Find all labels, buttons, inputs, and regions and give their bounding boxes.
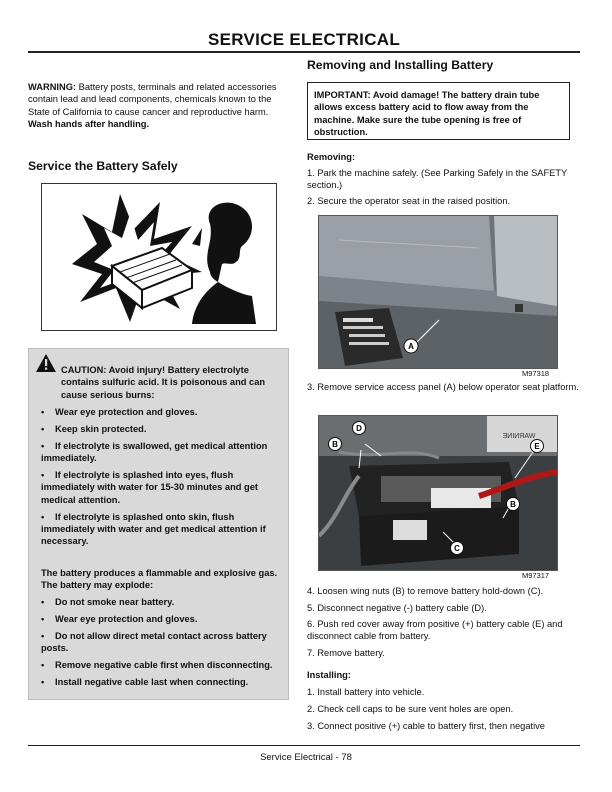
svg-text:ƎИIИЯAW: ƎИIИЯAW (502, 433, 536, 440)
photo2-label-b-left: B (332, 440, 338, 449)
caution-item-3: • If electrolyte is swallowed, get medical attention immediately. (41, 440, 268, 463)
removing-step-5: 5. Disconnect negative (-) battery cable (D). (307, 603, 487, 613)
caution-box (28, 348, 289, 700)
removing-step-7: 7. Remove battery. (307, 648, 385, 658)
battery-explosion-icon (42, 184, 276, 330)
removing-step-1: 1. Park the machine safely. (See Parking Safely in the SAFETY section.) (307, 168, 568, 191)
gas-list (35, 596, 285, 688)
battery-explosion-illustration (41, 183, 277, 331)
gas-item-3: • Do not allow direct metal contact across battery posts. (41, 630, 267, 654)
caution-item-2: • Keep skin protected. (41, 423, 147, 434)
warning-text: Battery posts, terminals and related accessories contain lead and lead components, chemicals known to the State of California to cause cancer and reproductive harm. (28, 82, 277, 117)
caution-item-1: • Wear eye protection and gloves. (41, 406, 198, 417)
warning-bold-text: Wash hands after handling. (28, 119, 150, 130)
photo2-label-e: E (534, 442, 540, 451)
removing-step-6: 6. Push red cover away from positive (+) battery cable (E) and disconnect cable from battery. (307, 619, 563, 642)
warning-label: WARNING: (28, 82, 77, 92)
removing-label: Removing: (307, 152, 356, 162)
installing-label: Installing: (307, 670, 351, 680)
gas-title: The battery produces a flammable and explosive gas. The battery may explode: (41, 567, 278, 591)
photo2-label-d: D (356, 424, 362, 433)
warning-paragraph (28, 81, 290, 131)
photo1-label-a: A (408, 342, 414, 351)
removing-step-3: 3. Remove service access panel (A) below operator seat platform. (307, 382, 579, 392)
removing-installing-heading: Removing and Installing Battery (307, 58, 494, 72)
installing-step-2: 2. Check cell caps to be sure vent holes are open. (307, 704, 514, 714)
caution-title: CAUTION: Avoid injury! Battery electrolyte contains sulfuric acid. It is poisonous and can cause serious burns: (61, 365, 266, 400)
header-rule (28, 51, 580, 53)
gas-item-2: • Wear eye protection and gloves. (41, 614, 198, 624)
caution-list (35, 406, 285, 548)
caution-item-5: • If electrolyte is splashed onto skin, flush immediately with water and get medical attention if necessary. (41, 511, 266, 547)
removing-step-2: 2. Secure the operator seat in the raised position. (307, 196, 511, 206)
battery-photo (318, 415, 558, 571)
service-battery-heading: Service the Battery Safely (28, 159, 178, 173)
gas-item-5: • Install negative cable last when connecting. (41, 677, 249, 688)
photo2-label-b-right: B (510, 500, 516, 509)
photo1-caption: M97318 (522, 369, 550, 378)
installing-step-3: 3. Connect positive (+) cable to battery first, then negative (307, 721, 545, 731)
footer-rule (28, 745, 580, 746)
photo2-label-c: C (454, 544, 460, 553)
caution-item-4: • If electrolyte is splashed into eyes, flush immediately with water for 15-30 minutes and get medical attention. (41, 469, 258, 505)
photo2-caption: M97317 (522, 571, 550, 580)
important-box: IMPORTANT: Avoid damage! The battery drain tube allows excess battery acid to flow away from the machine. Make sure the tube opening is free of obstruction. (307, 82, 570, 140)
installing-step-1: 1. Install battery into vehicle. (307, 687, 425, 697)
page-title: SERVICE ELECTRICAL (207, 30, 401, 49)
removing-step-4: 4. Loosen wing nuts (B) to remove battery hold-down (C). (307, 586, 544, 596)
page-footer: Service Electrical - 78 (260, 752, 352, 763)
gas-item-1: • Do not smoke near battery. (41, 597, 175, 608)
access-panel-photo (318, 215, 558, 369)
gas-item-4: • Remove negative cable first when disconnecting. (41, 660, 273, 671)
